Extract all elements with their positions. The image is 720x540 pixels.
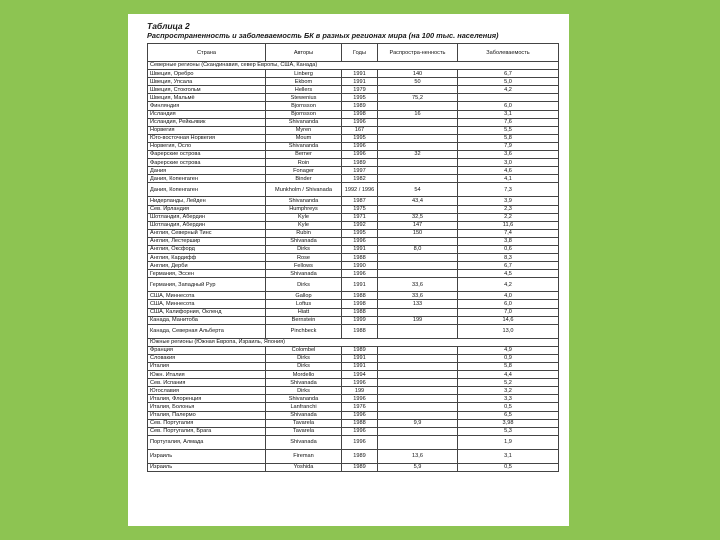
- cell-authors: Bernstein: [266, 316, 342, 324]
- cell-incidence: 8,3: [458, 254, 559, 262]
- cell-country: США, Миннесота: [148, 300, 266, 308]
- cell-incidence: 4,2: [458, 86, 559, 94]
- cell-year: 1998: [342, 300, 378, 308]
- table-row: [148, 308, 559, 316]
- cell-prevalence: 133: [378, 300, 458, 308]
- cell-incidence: 4,9: [458, 346, 559, 354]
- cell-prevalence: [378, 254, 458, 262]
- table-row: [148, 78, 559, 86]
- table-body: [148, 62, 559, 472]
- cell-year: 1994: [342, 371, 378, 379]
- table-row: [148, 205, 559, 213]
- cell-authors: Pinchbeck: [266, 324, 342, 338]
- cell-year: 1989: [342, 102, 378, 110]
- table-row: [148, 221, 559, 229]
- cell-country: Норвегия, Осло: [148, 142, 266, 150]
- cell-prevalence: [378, 308, 458, 316]
- cell-prevalence: 13,6: [378, 449, 458, 463]
- cell-incidence: 7,0: [458, 308, 559, 316]
- cell-incidence: 3,6: [458, 151, 559, 159]
- cell-prevalence: 33,6: [378, 292, 458, 300]
- cell-country: Фарерские острова: [148, 159, 266, 167]
- cell-country: Канада, Северная Альберта: [148, 324, 266, 338]
- cell-country: Словакия: [148, 354, 266, 362]
- cell-country: Англия, Северный Тинс: [148, 229, 266, 237]
- cell-incidence: 5,5: [458, 126, 559, 134]
- cell-prevalence: [378, 237, 458, 245]
- cell-authors: Tavarela: [266, 427, 342, 435]
- cell-country: Сев. Португалия: [148, 419, 266, 427]
- cell-authors: Gallop: [266, 292, 342, 300]
- cell-country: Германия, Эссен: [148, 270, 266, 278]
- cell-authors: Munkholm / Shivanada: [266, 183, 342, 197]
- cell-prevalence: [378, 126, 458, 134]
- cell-year: 1996: [342, 151, 378, 159]
- table-row: [148, 183, 559, 197]
- cell-year: 1976: [342, 403, 378, 411]
- cell-year: 1979: [342, 86, 378, 94]
- cell-prevalence: [378, 379, 458, 387]
- table-title: Распространенность и заболеваемость БК в разных регионах мира (на 100 тыс. населения): [147, 31, 499, 40]
- table-caption: [147, 21, 499, 41]
- cell-country: Нидерланды, Лейден: [148, 197, 266, 205]
- table-row: [148, 411, 559, 419]
- header-prevalence: Распростра-ненность: [378, 44, 458, 62]
- table-row: [148, 316, 559, 324]
- cell-country: Норвегия: [148, 126, 266, 134]
- cell-country: Италия, Палермо: [148, 411, 266, 419]
- cell-country: Юго-восточная Норвегия: [148, 134, 266, 142]
- cell-authors: Yoshida: [266, 463, 342, 471]
- cell-incidence: 3,1: [458, 449, 559, 463]
- cell-authors: Roin: [266, 159, 342, 167]
- cell-country: Канада, Манитоба: [148, 316, 266, 324]
- table-row: [148, 175, 559, 183]
- table-row: [148, 449, 559, 463]
- cell-country: Финляндия: [148, 102, 266, 110]
- header-authors: Авторы: [266, 44, 342, 62]
- cell-incidence: 6,0: [458, 102, 559, 110]
- cell-year: 1992 / 1996: [342, 183, 378, 197]
- table-row: [148, 102, 559, 110]
- cell-prevalence: [378, 175, 458, 183]
- cell-year: 1995: [342, 134, 378, 142]
- cell-prevalence: 140: [378, 70, 458, 78]
- cell-year: 1971: [342, 213, 378, 221]
- cell-year: 1996: [342, 411, 378, 419]
- cell-incidence: 0,6: [458, 245, 559, 253]
- cell-year: 1996: [342, 270, 378, 278]
- cell-country: Сев. Испания: [148, 379, 266, 387]
- table-row: [148, 254, 559, 262]
- table-row: [148, 387, 559, 395]
- cell-country: Португалия, Алмада: [148, 435, 266, 449]
- cell-incidence: 5,8: [458, 363, 559, 371]
- cell-prevalence: 43,4: [378, 197, 458, 205]
- table-row: [148, 346, 559, 354]
- cell-country: Швеция, Стокгольм: [148, 86, 266, 94]
- cell-authors: Lanfranchi: [266, 403, 342, 411]
- table-row: [148, 371, 559, 379]
- cell-prevalence: 16: [378, 110, 458, 118]
- cell-authors: Dirks: [266, 363, 342, 371]
- table-row: [148, 419, 559, 427]
- cell-year: 1996: [342, 118, 378, 126]
- cell-authors: Shivanada: [266, 411, 342, 419]
- cell-country: Исландия: [148, 110, 266, 118]
- cell-year: 167: [342, 126, 378, 134]
- table-section-row: [148, 62, 559, 70]
- cell-year: 1996: [342, 142, 378, 150]
- cell-authors: Linberg: [266, 70, 342, 78]
- cell-authors: Berner: [266, 151, 342, 159]
- cell-incidence: 0,9: [458, 354, 559, 362]
- cell-country: Англия, Оксфорд: [148, 245, 266, 253]
- cell-prevalence: [378, 354, 458, 362]
- cell-year: 1995: [342, 229, 378, 237]
- cell-year: 1988: [342, 308, 378, 316]
- cell-prevalence: 32,5: [378, 213, 458, 221]
- table-row: [148, 70, 559, 78]
- cell-country: Швеция, Мальмё: [148, 94, 266, 102]
- cell-authors: Shivanada: [266, 237, 342, 245]
- cell-year: 1996: [342, 427, 378, 435]
- cell-country: Шотландия, Абердин: [148, 213, 266, 221]
- table-row: [148, 292, 559, 300]
- cell-incidence: 14,6: [458, 316, 559, 324]
- cell-year: 199: [342, 387, 378, 395]
- cell-incidence: 5,0: [458, 78, 559, 86]
- table-row: [148, 245, 559, 253]
- cell-country: США, Калифорния, Окленд: [148, 308, 266, 316]
- cell-incidence: 6,7: [458, 70, 559, 78]
- cell-country: Швеция, Упсала: [148, 78, 266, 86]
- cell-authors: Bjornsson: [266, 110, 342, 118]
- cell-year: 1975: [342, 205, 378, 213]
- cell-year: 1991: [342, 278, 378, 292]
- cell-authors: Shivanada: [266, 435, 342, 449]
- cell-incidence: 3,98: [458, 419, 559, 427]
- cell-prevalence: [378, 205, 458, 213]
- cell-authors: Shivanada: [266, 270, 342, 278]
- cell-year: 1992: [342, 221, 378, 229]
- cell-authors: Hiatt: [266, 308, 342, 316]
- cell-year: 1990: [342, 262, 378, 270]
- cell-incidence: 3,2: [458, 387, 559, 395]
- cell-prevalence: 9,9: [378, 419, 458, 427]
- cell-incidence: 7,6: [458, 118, 559, 126]
- cell-authors: Humphreys: [266, 205, 342, 213]
- cell-year: 1999: [342, 316, 378, 324]
- cell-year: 1995: [342, 94, 378, 102]
- cell-year: 1996: [342, 395, 378, 403]
- cell-country: США, Миннесота: [148, 292, 266, 300]
- table-header-row: [148, 44, 559, 62]
- cell-prevalence: 32: [378, 151, 458, 159]
- table-row: [148, 118, 559, 126]
- table-row: [148, 229, 559, 237]
- cell-incidence: 11,6: [458, 221, 559, 229]
- cell-prevalence: [378, 142, 458, 150]
- cell-prevalence: 54: [378, 183, 458, 197]
- cell-incidence: 7,3: [458, 183, 559, 197]
- cell-year: 1991: [342, 354, 378, 362]
- cell-country: Израиль: [148, 449, 266, 463]
- cell-incidence: 7,9: [458, 142, 559, 150]
- cell-authors: Dirks: [266, 278, 342, 292]
- cell-year: 1988: [342, 324, 378, 338]
- cell-country: Дания: [148, 167, 266, 175]
- section-label: Северные регионы (Скандинавия, север Европы, США, Канада): [148, 62, 559, 70]
- cell-prevalence: [378, 395, 458, 403]
- cell-country: Сев. Ирландия: [148, 205, 266, 213]
- cell-prevalence: [378, 159, 458, 167]
- cell-country: Южн. Италия: [148, 371, 266, 379]
- cell-authors: Binder: [266, 175, 342, 183]
- table-row: [148, 435, 559, 449]
- cell-authors: Bjornsson: [266, 102, 342, 110]
- cell-country: Израиль: [148, 463, 266, 471]
- cell-year: 1988: [342, 292, 378, 300]
- cell-year: 1991: [342, 245, 378, 253]
- cell-country: Англия, Лестершир: [148, 237, 266, 245]
- table-row: [148, 142, 559, 150]
- cell-year: 1998: [342, 110, 378, 118]
- cell-year: 1987: [342, 197, 378, 205]
- cell-incidence: 3,0: [458, 159, 559, 167]
- cell-incidence: 2,2: [458, 213, 559, 221]
- cell-prevalence: [378, 435, 458, 449]
- header-country: Страна: [148, 44, 266, 62]
- cell-year: 1991: [342, 70, 378, 78]
- cell-incidence: 5,3: [458, 427, 559, 435]
- table-row: [148, 395, 559, 403]
- cell-prevalence: [378, 411, 458, 419]
- cell-incidence: 13,0: [458, 324, 559, 338]
- cell-prevalence: [378, 270, 458, 278]
- cell-authors: Stewenius: [266, 94, 342, 102]
- table-row: [148, 151, 559, 159]
- cell-incidence: 3,9: [458, 197, 559, 205]
- table-row: [148, 86, 559, 94]
- table-row: [148, 110, 559, 118]
- table-row: [148, 403, 559, 411]
- header-incidence: Заболеваемость: [458, 44, 559, 62]
- table-row: [148, 213, 559, 221]
- cell-authors: Fellows: [266, 262, 342, 270]
- cell-authors: Shivananda: [266, 395, 342, 403]
- table-row: [148, 270, 559, 278]
- cell-authors: Myren: [266, 126, 342, 134]
- cell-authors: Shivanada: [266, 379, 342, 387]
- cell-incidence: 5,2: [458, 379, 559, 387]
- cell-year: 1996: [342, 379, 378, 387]
- cell-incidence: 4,2: [458, 278, 559, 292]
- cell-country: Исландия, Рейкьявик: [148, 118, 266, 126]
- table-section-row: [148, 338, 559, 346]
- cell-prevalence: 150: [378, 229, 458, 237]
- cell-prevalence: [378, 371, 458, 379]
- cell-country: Швеция, Оребро: [148, 70, 266, 78]
- table-row: [148, 262, 559, 270]
- cell-prevalence: 50: [378, 78, 458, 86]
- cell-authors: Moum: [266, 134, 342, 142]
- cell-prevalence: [378, 427, 458, 435]
- cell-incidence: 0,5: [458, 403, 559, 411]
- cell-country: Англия, Дерби: [148, 262, 266, 270]
- cell-prevalence: 199: [378, 316, 458, 324]
- cell-authors: Loftus: [266, 300, 342, 308]
- cell-authors: Hellers: [266, 86, 342, 94]
- cell-authors: Shivananda: [266, 118, 342, 126]
- cell-incidence: 1,9: [458, 435, 559, 449]
- table-row: [148, 94, 559, 102]
- cell-year: 1996: [342, 435, 378, 449]
- cell-year: 1997: [342, 167, 378, 175]
- cell-country: Шотландия, Абердин: [148, 221, 266, 229]
- table-row: [148, 167, 559, 175]
- cell-authors: Dirks: [266, 245, 342, 253]
- header-years: Годы: [342, 44, 378, 62]
- cell-authors: Mordello: [266, 371, 342, 379]
- cell-year: 1989: [342, 346, 378, 354]
- table-row: [148, 354, 559, 362]
- cell-country: Дания, Копенгаген: [148, 183, 266, 197]
- table-row: [148, 363, 559, 371]
- table-row: [148, 278, 559, 292]
- cell-prevalence: [378, 324, 458, 338]
- table-row: [148, 237, 559, 245]
- cell-year: 1988: [342, 254, 378, 262]
- cell-prevalence: [378, 363, 458, 371]
- cell-country: Сев. Португалия, Брага: [148, 427, 266, 435]
- cell-authors: Dirks: [266, 387, 342, 395]
- cell-year: 1982: [342, 175, 378, 183]
- cell-prevalence: 33,6: [378, 278, 458, 292]
- cell-country: Югославия: [148, 387, 266, 395]
- cell-incidence: 0,5: [458, 463, 559, 471]
- cell-incidence: 3,3: [458, 395, 559, 403]
- cell-year: 1989: [342, 449, 378, 463]
- cell-prevalence: [378, 134, 458, 142]
- table-row: [148, 379, 559, 387]
- cell-incidence: 3,1: [458, 110, 559, 118]
- table-row: [148, 197, 559, 205]
- cell-prevalence: [378, 86, 458, 94]
- table-row: [148, 159, 559, 167]
- cell-year: 1988: [342, 419, 378, 427]
- cell-incidence: 4,6: [458, 167, 559, 175]
- cell-country: Германия, Западный Рур: [148, 278, 266, 292]
- table-row: [148, 300, 559, 308]
- cell-prevalence: [378, 102, 458, 110]
- cell-authors: Dirks: [266, 354, 342, 362]
- cell-prevalence: [378, 118, 458, 126]
- table-row: [148, 463, 559, 471]
- cell-prevalence: [378, 387, 458, 395]
- cell-authors: Ekbom: [266, 78, 342, 86]
- cell-prevalence: [378, 346, 458, 354]
- section-label: Южные регионы (Южная Европа, Израиль, Япония): [148, 338, 559, 346]
- cell-authors: Kyle: [266, 213, 342, 221]
- cell-prevalence: 5,9: [378, 463, 458, 471]
- cell-country: Италия: [148, 363, 266, 371]
- cell-authors: Fonager: [266, 167, 342, 175]
- cell-prevalence: 75,2: [378, 94, 458, 102]
- cell-authors: Rose: [266, 254, 342, 262]
- cell-incidence: 4,4: [458, 371, 559, 379]
- cell-country: Дания, Копенгаген: [148, 175, 266, 183]
- data-table: [147, 43, 559, 472]
- cell-prevalence: 8,0: [378, 245, 458, 253]
- table-row: [148, 134, 559, 142]
- cell-prevalence: [378, 262, 458, 270]
- cell-prevalence: [378, 403, 458, 411]
- cell-incidence: 4,1: [458, 175, 559, 183]
- cell-incidence: 2,3: [458, 205, 559, 213]
- table-row: [148, 427, 559, 435]
- cell-authors: Fireman: [266, 449, 342, 463]
- table-row: [148, 324, 559, 338]
- cell-authors: Tavarela: [266, 419, 342, 427]
- cell-incidence: 5,8: [458, 134, 559, 142]
- cell-incidence: 6,5: [458, 411, 559, 419]
- cell-authors: Shivananda: [266, 142, 342, 150]
- cell-country: Италия, Болонья: [148, 403, 266, 411]
- cell-incidence: 4,0: [458, 292, 559, 300]
- cell-incidence: 3,8: [458, 237, 559, 245]
- cell-country: Фарерские острова: [148, 151, 266, 159]
- document-page: [128, 14, 569, 526]
- cell-year: 1996: [342, 237, 378, 245]
- cell-country: Франция: [148, 346, 266, 354]
- cell-authors: Shivananda: [266, 197, 342, 205]
- table-number: Таблица 2: [147, 21, 190, 31]
- cell-authors: Rubin: [266, 229, 342, 237]
- cell-prevalence: [378, 167, 458, 175]
- cell-prevalence: 147: [378, 221, 458, 229]
- cell-year: 1989: [342, 159, 378, 167]
- cell-authors: Colombel: [266, 346, 342, 354]
- cell-year: 1991: [342, 78, 378, 86]
- cell-incidence: 6,0: [458, 300, 559, 308]
- cell-country: Англия, Кардифф: [148, 254, 266, 262]
- cell-incidence: 6,7: [458, 262, 559, 270]
- table-row: [148, 126, 559, 134]
- cell-year: 1991: [342, 363, 378, 371]
- cell-incidence: 7,4: [458, 229, 559, 237]
- cell-incidence: [458, 94, 559, 102]
- cell-country: Италия, Флоренция: [148, 395, 266, 403]
- cell-authors: Kyle: [266, 221, 342, 229]
- cell-year: 1989: [342, 463, 378, 471]
- cell-incidence: 4,5: [458, 270, 559, 278]
